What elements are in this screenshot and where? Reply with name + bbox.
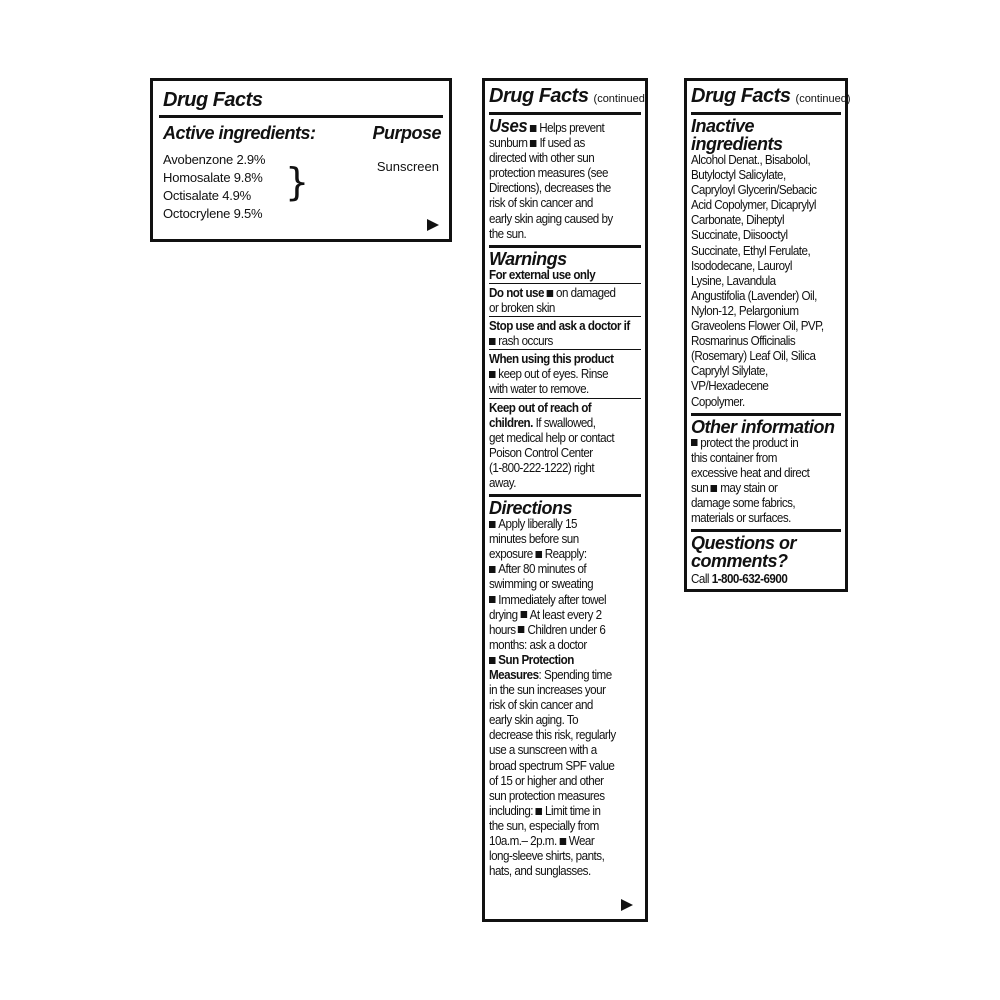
uses-heading: Uses xyxy=(489,116,528,136)
keep-out-line: get medical help or contact xyxy=(489,430,615,445)
external-use-only: For external use only xyxy=(489,267,596,282)
when-using-text xyxy=(489,352,642,397)
inactive-ingredient-line: VP/Hexadecene xyxy=(691,379,769,394)
text-segment: sunburn xyxy=(489,136,531,151)
keep-out-line: away. xyxy=(489,475,516,490)
inactive-ingredient-line: (Rosemary) Leaf Oil, Silica xyxy=(691,349,816,364)
keep-out-label: Keep out of reach of xyxy=(489,400,592,415)
panel-title: Drug Facts xyxy=(163,89,263,111)
text-segment: long-sleeve shirts, pants, xyxy=(489,849,605,864)
text-segment: hours xyxy=(489,622,519,637)
text-segment: directed with other sun xyxy=(489,151,595,166)
warnings-heading: Warnings xyxy=(489,248,567,269)
do-not-use-line: on damaged xyxy=(555,285,616,300)
text-segment: use a sunscreen with a xyxy=(489,743,597,758)
continue-arrow-icon xyxy=(621,899,633,911)
text-segment: early skin aging caused by xyxy=(489,211,613,226)
drug-facts-panel-main xyxy=(150,78,452,242)
bullet-square-icon xyxy=(518,626,525,633)
ingredient-octisalate: Octisalate 4.9% xyxy=(163,188,252,203)
text-segment: Measures xyxy=(489,668,539,682)
call-line xyxy=(691,572,842,587)
uses-section xyxy=(489,112,641,242)
text-segment: Limit time in xyxy=(545,803,601,818)
text-segment: this container from xyxy=(691,450,777,465)
bullet-square-icon xyxy=(547,290,554,297)
inactive-ingredient-line: Graveolens Flower Oil, PVP, xyxy=(691,319,824,334)
keep-out-line: (1-800-222-1222) right xyxy=(489,460,595,475)
text-segment: swimming or sweating xyxy=(489,577,594,592)
text-segment: protect the product in xyxy=(700,435,799,450)
bullet-square-icon xyxy=(536,808,543,815)
bullet-square-icon xyxy=(489,566,496,573)
inactive-ingredient-line: Copolymer. xyxy=(691,394,745,409)
text-segment: early skin aging. To xyxy=(489,713,579,728)
other-information-text xyxy=(691,436,842,527)
when-using-section xyxy=(489,349,641,397)
continued-label: (continued) xyxy=(593,93,649,105)
text-segment: months: ask a doctor xyxy=(489,637,587,652)
inactive-ingredient-line: Lysine, Lavandula xyxy=(691,273,776,288)
text-segment: may stain or xyxy=(720,480,778,495)
text-segment: Immediately after towel xyxy=(498,592,607,607)
text-segment: After 80 minutes of xyxy=(498,562,587,577)
keep-out-line: If swallowed, xyxy=(532,415,596,430)
stop-use-section xyxy=(489,316,641,349)
active-ingredients-heading: Active ingredients: xyxy=(163,123,316,143)
directions-section xyxy=(489,494,641,879)
inactive-ingredient-line: Nylon-12, Pelargonium xyxy=(691,303,799,318)
bullet-square-icon xyxy=(489,338,496,345)
bullet-square-icon xyxy=(489,371,496,378)
inactive-ingredient-line: Acid Copolymer, Dicaprylyl xyxy=(691,198,816,213)
inactive-ingredient-line: Rosmarinus Officinalis xyxy=(691,334,796,349)
drug-facts-panel-continued-2 xyxy=(684,78,851,592)
text-segment: At least every 2 xyxy=(529,607,602,622)
warnings-section xyxy=(489,245,641,283)
text-segment: minutes before sun xyxy=(489,532,579,547)
inactive-ingredient-line: Alcohol Denat., Bisabolol, xyxy=(691,153,811,167)
call-label: Call xyxy=(691,572,712,587)
text-segment: exposure xyxy=(489,547,536,562)
bullet-square-icon xyxy=(530,125,537,132)
panel-title-text: Drug Facts xyxy=(691,85,791,107)
bullet-square-icon xyxy=(520,611,527,618)
text-segment: sun xyxy=(691,480,711,495)
inactive-ingredient-line: Carbonate, Diheptyl xyxy=(691,213,785,228)
uses-text xyxy=(489,117,642,242)
text-segment: risk of skin cancer and xyxy=(489,698,593,713)
bullet-square-icon xyxy=(489,596,496,603)
inactive-ingredient-line: Capryloyl Glycerin/Sebacic xyxy=(691,183,817,198)
bullet-square-icon xyxy=(535,551,542,558)
text-segment: Helps prevent xyxy=(539,121,605,135)
inactive-ingredients-section xyxy=(691,112,841,410)
bullet-square-icon xyxy=(489,521,496,528)
inactive-ingredient-line: Butyloctyl Salicylate, xyxy=(691,168,786,183)
text-segment: materials or surfaces. xyxy=(691,511,791,526)
text-segment: Reapply: xyxy=(544,547,587,562)
text-segment: 10a.m.– 2p.m. xyxy=(489,834,560,849)
inactive-ingredients-heading: Inactive ingredients xyxy=(691,116,783,154)
text-segment: Sun Protection xyxy=(498,652,574,667)
purpose-heading: Purpose xyxy=(372,123,441,143)
panel-title xyxy=(691,85,851,110)
when-using-line: with water to remove. xyxy=(489,382,589,397)
purpose-value: Sunscreen xyxy=(376,159,439,174)
inactive-ingredient-line: Succinate, Ethyl Ferulate, xyxy=(691,243,811,258)
bullet-square-icon xyxy=(489,657,496,664)
text-segment: including: xyxy=(489,803,536,818)
stop-use-item: rash occurs xyxy=(498,334,553,349)
when-using-line: keep out of eyes. Rinse xyxy=(498,367,609,382)
text-segment: the sun. xyxy=(489,226,527,241)
text-segment: : Spending time xyxy=(538,668,612,682)
inactive-ingredient-line: Caprylyl Silylate, xyxy=(691,364,768,379)
do-not-use-label: Do not use xyxy=(489,285,544,300)
text-segment: of 15 or higher and other xyxy=(489,773,604,788)
ingredient-octocrylene: Octocrylene 9.5% xyxy=(163,206,263,221)
questions-heading: Questions or xyxy=(691,533,797,554)
text-segment: sun protection measures xyxy=(489,788,605,803)
text-segment: damage some fabrics, xyxy=(691,495,796,510)
inactive-ingredient-line: Succinate, Diisooctyl xyxy=(691,228,788,243)
panel-title xyxy=(489,85,649,110)
questions-section xyxy=(691,529,841,587)
continued-label: (continued) xyxy=(795,93,851,105)
directions-text xyxy=(489,517,642,879)
when-using-label: When using this product xyxy=(489,352,614,367)
ingredient-avobenzone: Avobenzone 2.9% xyxy=(163,152,266,167)
phone-number[interactable]: 1-800-632-6900 xyxy=(711,572,788,587)
grouping-brace: } xyxy=(285,160,310,204)
other-information-section xyxy=(691,413,841,527)
drug-facts-panel-continued-1 xyxy=(482,78,648,922)
text-segment: Apply liberally 15 xyxy=(498,517,577,532)
bullet-square-icon xyxy=(559,838,566,845)
title-rule xyxy=(159,115,443,118)
questions-heading-2: comments? xyxy=(691,551,788,572)
text-segment: protection measures (see xyxy=(489,166,608,181)
text-segment: the sun, especially from xyxy=(489,818,599,833)
stop-use-text xyxy=(489,319,642,349)
text-segment: Wear xyxy=(568,834,595,849)
text-segment: If used as xyxy=(539,136,585,151)
directions-heading: Directions xyxy=(489,498,573,519)
inactive-ingredient-line: Angustifolia (Lavender) Oil, xyxy=(691,288,817,303)
bullet-square-icon xyxy=(530,140,537,147)
do-not-use-line: or broken skin xyxy=(489,300,555,315)
ingredient-homosalate: Homosalate 9.8% xyxy=(163,170,263,185)
keep-out-line: Poison Control Center xyxy=(489,445,593,460)
keep-out-text xyxy=(489,401,642,492)
text-segment: Directions), decreases the xyxy=(489,181,611,196)
text-segment: drying xyxy=(489,607,521,622)
keep-out-section xyxy=(489,398,641,492)
stop-use-label: Stop use and ask a doctor if xyxy=(489,319,630,334)
text-segment: Children under 6 xyxy=(527,622,606,637)
text-segment: risk of skin cancer and xyxy=(489,196,593,211)
text-segment: decrease this risk, regularly xyxy=(489,728,616,743)
bullet-square-icon xyxy=(691,439,698,446)
text-segment: in the sun increases your xyxy=(489,683,606,698)
text-segment: hats, and sunglasses. xyxy=(489,864,591,879)
uses-lines xyxy=(489,121,613,241)
bullet-square-icon xyxy=(711,485,718,492)
inactive-ingredients-text xyxy=(691,153,842,410)
text-segment: excessive heat and direct xyxy=(691,465,810,480)
keep-out-label-2: children. xyxy=(489,415,533,430)
do-not-use-text xyxy=(489,286,642,316)
do-not-use-section xyxy=(489,283,641,316)
panel-title-text: Drug Facts xyxy=(489,85,589,107)
other-information-heading: Other information xyxy=(691,416,835,437)
inactive-ingredient-line: Isododecane, Lauroyl xyxy=(691,258,792,273)
continue-arrow-icon xyxy=(427,219,439,231)
text-segment: broad spectrum SPF value xyxy=(489,758,615,773)
